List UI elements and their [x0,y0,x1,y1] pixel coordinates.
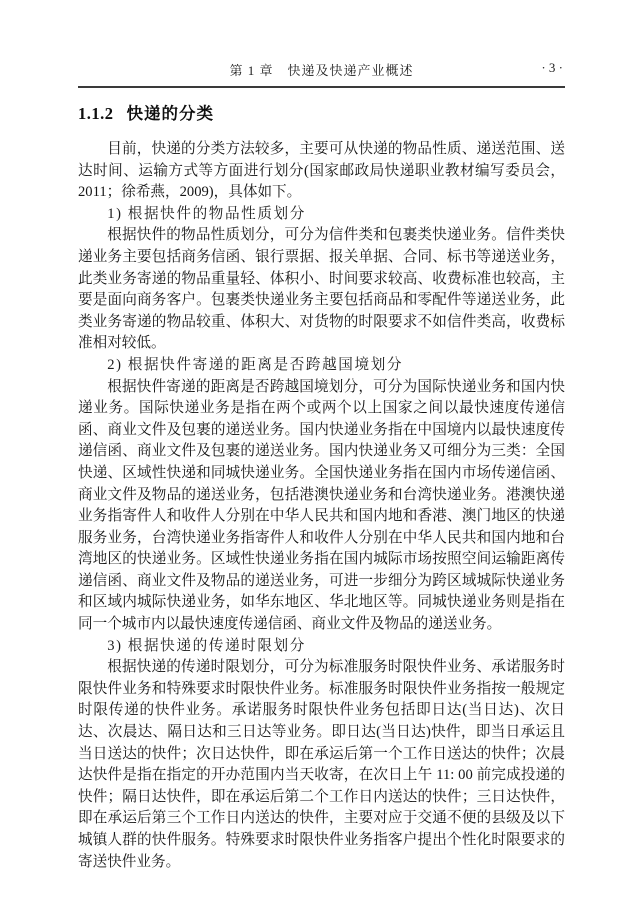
running-header [78,60,565,80]
subheading-item-type: 1) 根据快件的物品性质划分 [107,205,306,222]
chapter-header-title: 第 1 章 快递及快递产业概述 [229,63,414,78]
section-heading [78,100,565,124]
section-number: 1.1.2 [78,104,114,123]
subheading-time-limit: 3) 根据快递的传递时限划分 [107,637,306,654]
subheading-cross-border: 2) 根据快件寄递的距离是否跨越国境划分 [107,356,404,373]
section-title: 快递的分类 [126,105,214,123]
paragraph-item-type: 根据快件的物品性质划分，可分为信件类和包裹类快递业务。信件类快递业务主要包括商务信函、银行票据、报关单据、合同、标书等递送业务，此类业务寄递的物品重量轻、体积小、时间要求较高、收费标准也较高，主要是面向商务客户。包裹类快递业务主要包括商品和零配件等递送业务，此类业务寄递的物品较重、体积大、对货物的时限要求不如信件类高，收费标准相对较低。 [78,227,565,352]
paragraph-time-limit: 根据快递的传递时限划分，可分为标准服务时限快件业务、承诺服务时限快件业务和特殊要求时限快件业务。标准服务时限快件业务指按一般规定时限传递的快件业务。承诺服务时限快件业务包括即日达(当日达)、次日达、次晨达、隔日达和三日达等业务。即日达(当日达)快件，即当日承运且当日送达的快件；次日达快件，即在承运后第一个工作日送达的快件；次晨达快件是指在指定的开办范围内当天收寄，在次日上午 11: 00 前完成投递的快件；隔日达快件，即在承运后第二个工作日内送达的快件；三日达快件，即在承运后第三个工作日内送达的快件，主要对应于交通不便的县级及以下城镇人群的快件服务。特殊要求时限快件业务指客户提出个性化时限要求的寄送快件业务。 [78,659,565,870]
article-body [78,139,565,873]
page-number: · 3 · [541,60,563,75]
header-rule [78,86,565,88]
intro-paragraph: 目前，快递的分类方法较多，主要可从快递的物品性质、递送范围、送达时间、运输方式等方面进行划分(国家邮政局快递职业教材编写委员会，2011；徐希燕，2009)，具体如下。 [78,141,565,201]
paragraph-cross-border: 根据快件寄递的距离是否跨越国境划分，可分为国际快递业务和国内快递业务。国际快递业务是指在两个或两个以上国家之间以最快速度传递信函、商业文件及包裹的递送业务。国内快递业务指在中国境内以最快速度传递信函、商业文件及包裹的递送业务。国内快递业务又可细分为三类：全国快递、区域性快递和同城快递业务。全国快递业务指在国内市场传递信函、商业文件及物品的递送业务，包括港澳快递业务和台湾快递业务。港澳快递业务指寄件人和收件人分别在中华人民共和国内地和香港、澳门地区的快递服务业务，台湾快递业务指寄件人和收件人分别在中华人民共和国内地和台湾地区的快递业务。区域性快递业务指在国内城际市场按照空间运输距离传递信函、商业文件及物品的递送业务，可进一步细分为跨区域城际快递业务和区域内城际快递业务，如华东地区、华北地区等。同城快递业务则是指在同一个城市内以最快速度传递信函、商业文件及物品的递送业务。 [78,378,565,633]
